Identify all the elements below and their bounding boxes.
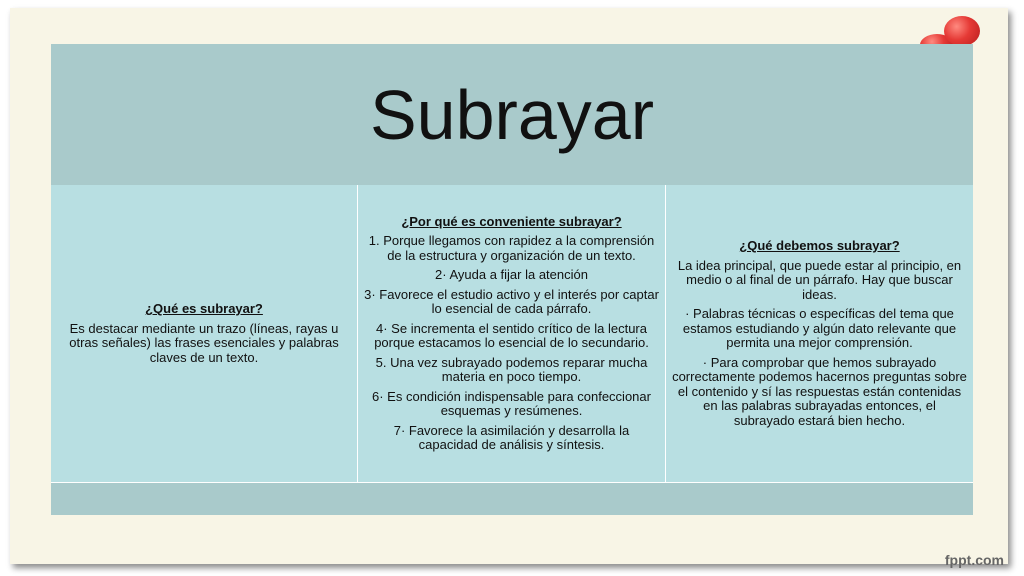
title-band (51, 44, 973, 185)
column-paragraph: 5. Una vez subrayado podemos reparar mucha materia en poco tiempo. (375, 354, 648, 384)
column-paragraph: 3· Favorece el estudio activo y el interés por captar lo esencial de cada párrafo. (364, 286, 659, 316)
column-heading: ¿Qué es subrayar? (145, 301, 263, 316)
column-what-to (666, 185, 973, 482)
column-why (358, 185, 666, 482)
slide-title: Subrayar (369, 75, 655, 154)
column-paragraph: · Para comprobar que hemos subrayado correctamente podemos hacernos preguntas sobre el contenido y sí las respuestas están contenidas en las palabras subrayadas entonces, el subrayado estará bien hecho. (672, 354, 967, 428)
column-paragraph: La idea principal, que puede estar al principio, en medio o al final de un párrafo. Hay que buscar ideas. (677, 257, 962, 302)
column-paragraph: 6· Es condición indispensable para confeccionar esquemas y resúmenes. (372, 388, 651, 418)
content-table (51, 185, 973, 482)
footer-watermark: fppt.com (944, 552, 1004, 568)
column-heading: ¿Por qué es conveniente subrayar? (401, 213, 622, 229)
pushpin-head-icon (944, 16, 980, 46)
column-paragraph: 7· Favorece la asimilación y desarrolla la capacidad de análisis y síntesis. (393, 422, 630, 452)
column-paragraph: · Palabras técnicas o específicas del tema que estamos estudiando y algún dato relevante que permita una mejor comprensión. (682, 306, 957, 350)
column-what-is (51, 185, 358, 482)
column-paragraph: Es destacar mediante un trazo (líneas, rayas u otras señales) las frases esenciales y palabras claves de un texto. (69, 320, 339, 365)
column-heading: ¿Qué debemos subrayar? (739, 238, 900, 253)
bottom-band (51, 482, 973, 515)
column-paragraph: 4· Se incrementa el sentido crítico de la lectura porque estacamos lo esencial de lo secundario. (374, 320, 649, 350)
column-paragraph: 1. Porque llegamos con rapidez a la comprensión de la estructura y organización de un texto. (368, 233, 655, 263)
column-paragraph: 2· Ayuda a fijar la atención (435, 267, 588, 282)
